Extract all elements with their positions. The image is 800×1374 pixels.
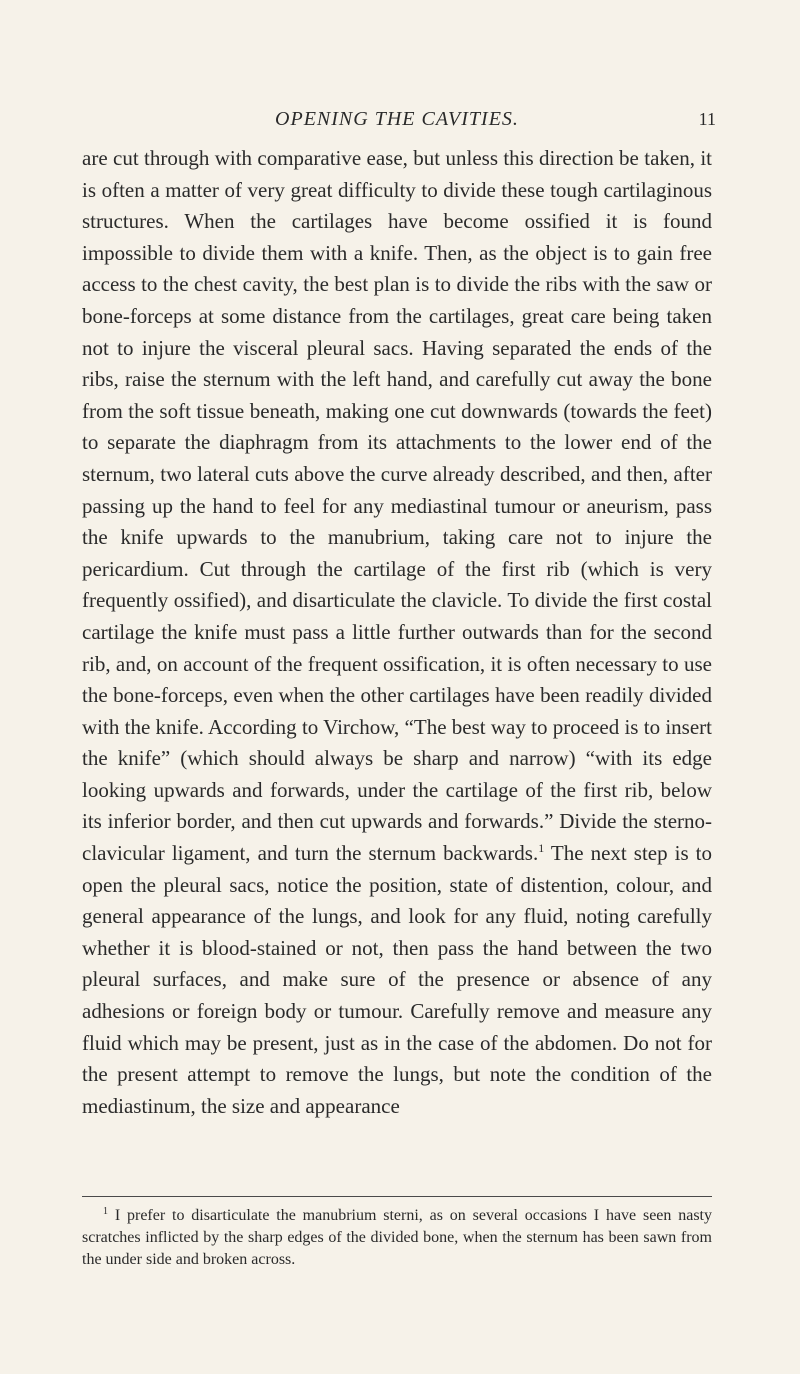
footnote-reference: 1 [538, 841, 545, 856]
footnote-divider [82, 1196, 712, 1197]
body-text-after-note: The next step is to open the pleural sacs, notice the position, state of distention, colour, and general appearance of the lungs, and look for any fluid, noting carefully whether it is blood-stained or not, then pass the hand between the two pleural surfaces, and make sure of the presence or absence of any adhesions or foreign body or tumour. Carefully remove and measure any fluid which may be present, just as in the case of the abdomen. Do not for the present attempt to remove the lungs, but note the condition of the mediastinum, the size and appearance [82, 841, 713, 1118]
body-text-before-note: are cut through with comparative ease, but unless this direction be taken, it is often a matter of very great difficulty to divide these tough cartilaginous structures. When the cartilages have become ossified it is found impossible to divide them with a knife. Then, as the object is to gain free access to the chest cavity, the best plan is to divide the ribs with the saw or bone-forceps at some distance from the cartilages, great care being taken not to injure the visceral pleural sacs. Having separated the ends of the ribs, raise the sternum with the left hand, and carefully cut away the bone from the soft tissue beneath, making one cut downwards (towards the feet) to separate the diaphragm from its attachments to the lower end of the sternum, two lateral cuts above the curve already described, and then, after passing up the hand to feel for any mediastinal tumour or aneurism, pass the knife upwards to the manubrium, taking care not to injure the pericardium. Cut through the cartilage of the first rib (which is very frequently ossified), and disarticulate the clavicle. To divide the first costal cartilage the knife must pass a little further outwards than for the second rib, and, on account of the frequent ossification, it is often necessary to use the bone-forceps, even when the other cartilages have been readily divided with the knife. According to Virchow, “The best way to proceed is to insert the knife” (which should always be sharp and narrow) “with its edge looking upwards and forwards, under the cartilage of the first rib, below its inferior border, and then cut upwards and forwards.” Divide the sterno-clavicular ligament, and turn the sternum backwards. [82, 146, 712, 866]
footnote [82, 1205, 712, 1271]
body-paragraph [82, 143, 712, 1122]
running-head: OPENING THE CAVITIES. [275, 108, 519, 130]
page-header [82, 100, 716, 130]
footnote-text: I prefer to disarticulate the manubrium sterni, as on several occasions I have seen nasty scratches inflicted by the sharp edges of the divided bone, when the sternum has been sawn from the under side and broken across. [82, 1207, 712, 1268]
footnote-marker: 1 [103, 1206, 108, 1217]
page-number: 11 [698, 109, 716, 129]
